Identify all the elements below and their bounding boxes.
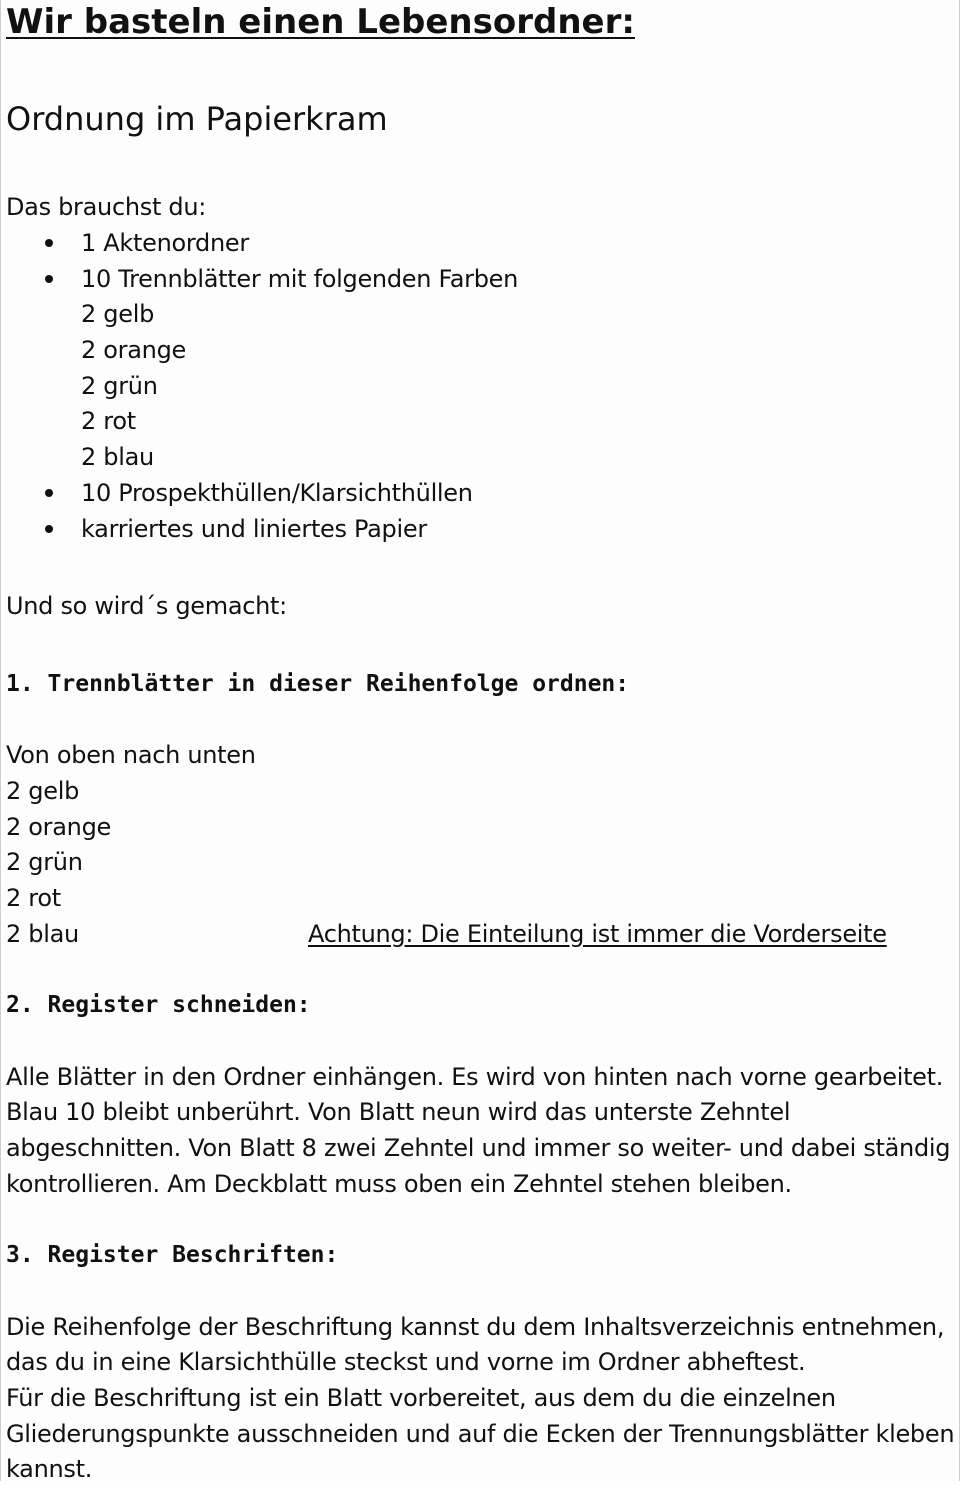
bullet-icon [45,525,53,533]
order-item: 2 grün [6,848,83,876]
front-side-note: Achtung: Die Einteilung ist immer die Vorderseite [308,920,887,948]
step2-line: Alle Blätter in den Ordner einhängen. Es wird von hinten nach vorne gearbeitet. [6,1063,944,1091]
color-item: 2 gelb [81,300,155,328]
step3-line: kannst. [6,1455,93,1483]
order-item: 2 blau [6,920,79,948]
materials-item: 10 Trennblätter mit folgenden Farben [81,265,519,293]
step3-heading: 3. Register Beschriften: [6,1242,339,1268]
step2-line: Blau 10 bleibt unberührt. Von Blatt neun wird das unterste Zehntel [6,1098,791,1126]
step2-line: abgeschnitten. Von Blatt 8 zwei Zehntel und immer so weiter- und dabei ständig [6,1134,951,1162]
order-item: 2 gelb [6,777,80,805]
step3-line: Die Reihenfolge der Beschriftung kannst du dem Inhaltsverzeichnis entnehmen, [6,1313,945,1341]
order-item: 2 orange [6,813,111,841]
page-title: Wir basteln einen Lebensordner: [6,2,635,42]
bullet-icon [45,275,53,283]
step2-heading: 2. Register schneiden: [6,992,311,1018]
step3-line: Gliederungspunkte ausschneiden und auf die Ecken der Trennungsblätter kleben [6,1420,955,1448]
materials-item: 10 Prospekthüllen/Klarsichthüllen [81,479,473,507]
color-item: 2 rot [81,407,136,435]
step3-line: Für die Beschriftung ist ein Blatt vorbereitet, aus dem du die einzelnen [6,1384,836,1412]
color-item: 2 blau [81,443,154,471]
how-to-label: Und so wird´s gemacht: [6,592,287,620]
materials-item: karriertes und liniertes Papier [81,515,427,543]
step1-heading: 1. Trennblätter in dieser Reihenfolge ordnen: [6,671,630,697]
page-subtitle: Ordnung im Papierkram [6,100,388,138]
order-intro: Von oben nach unten [6,741,256,769]
step2-line: kontrollieren. Am Deckblatt muss oben ein Zehntel stehen bleiben. [6,1170,792,1198]
order-item: 2 rot [6,884,61,912]
color-item: 2 orange [81,336,186,364]
bullet-icon [45,489,53,497]
materials-intro: Das brauchst du: [6,193,207,221]
bullet-icon [45,239,53,247]
color-item: 2 grün [81,372,158,400]
step3-line: das du in eine Klarsichthülle steckst und vorne im Ordner abheftest. [6,1348,806,1376]
materials-item: 1 Aktenordner [81,229,249,257]
